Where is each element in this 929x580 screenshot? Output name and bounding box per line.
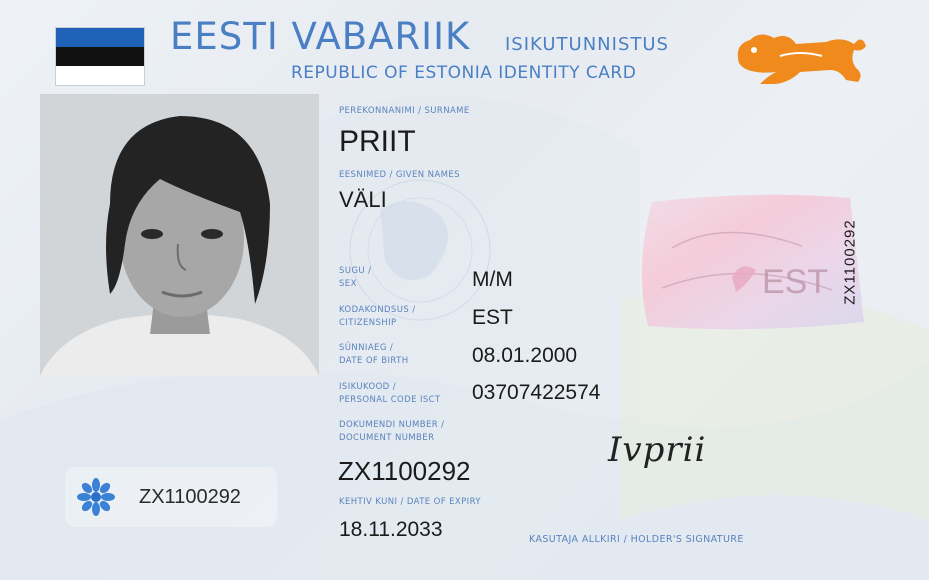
given-names-label: EESNIMED / GIVEN NAMES — [339, 170, 460, 180]
expiry-value: 18.11.2033 — [339, 518, 443, 541]
estonian-flag — [55, 27, 145, 86]
personal-code-label-en: PERSONAL CODE ISCT — [339, 395, 441, 405]
document-number-value: ZX1100292 — [338, 456, 471, 486]
small-document-number: ZX1100292 — [139, 486, 241, 508]
document-number-label-en: DOCUMENT NUMBER — [339, 433, 435, 443]
sex-label-local: SUGU / — [339, 266, 372, 276]
expiry-label: KEHTIV KUNI / DATE OF EXPIRY — [339, 497, 481, 507]
sex-label-en: SEX — [339, 279, 357, 289]
given-names-value: VÄLI — [339, 187, 387, 212]
sex-value: M/M — [472, 268, 513, 291]
personal-code-label-local: ISIKUKOOD / — [339, 382, 396, 392]
hologram-est-text: EST — [762, 263, 829, 301]
date-of-birth-label-en: DATE OF BIRTH — [339, 356, 409, 366]
date-of-birth-value: 08.01.2000 — [472, 344, 578, 367]
country-title: EESTI VABARIIK — [170, 15, 471, 58]
document-number-label-local: DOKUMENDI NUMBER / — [339, 420, 445, 430]
holder-photo — [40, 94, 319, 376]
holder-signature: Ivprii — [608, 430, 707, 470]
date-of-birth-label-local: SÜNNIAEG / — [339, 343, 394, 353]
coat-of-arms-lion-icon — [730, 26, 870, 88]
personal-code-value: 03707422574 — [472, 381, 601, 404]
signature-label: KASUTAJA ALLKIRI / HOLDER'S SIGNATURE — [529, 534, 744, 545]
document-type-english: REPUBLIC OF ESTONIA IDENTITY CARD — [291, 63, 637, 83]
citizenship-label-local: KODAKONDSUS / — [339, 305, 416, 315]
hologram-vertical-number: ZX1100292 — [841, 219, 859, 305]
flag-stripe-white — [56, 66, 144, 85]
flag-stripe-blue — [56, 28, 144, 47]
surname-value: PRIIT — [339, 125, 416, 158]
cornflower-icon — [76, 477, 116, 517]
document-type-local: ISIKUTUNNISTUS — [505, 34, 669, 55]
citizenship-label-en: CITIZENSHIP — [339, 318, 397, 328]
portrait-image — [40, 94, 319, 376]
surname-label: PEREKONNANIMI / SURNAME — [339, 106, 470, 116]
security-hologram — [632, 188, 868, 334]
flag-stripe-black — [56, 47, 144, 66]
hologram-graphic — [632, 188, 868, 334]
citizenship-value: EST — [472, 306, 513, 329]
